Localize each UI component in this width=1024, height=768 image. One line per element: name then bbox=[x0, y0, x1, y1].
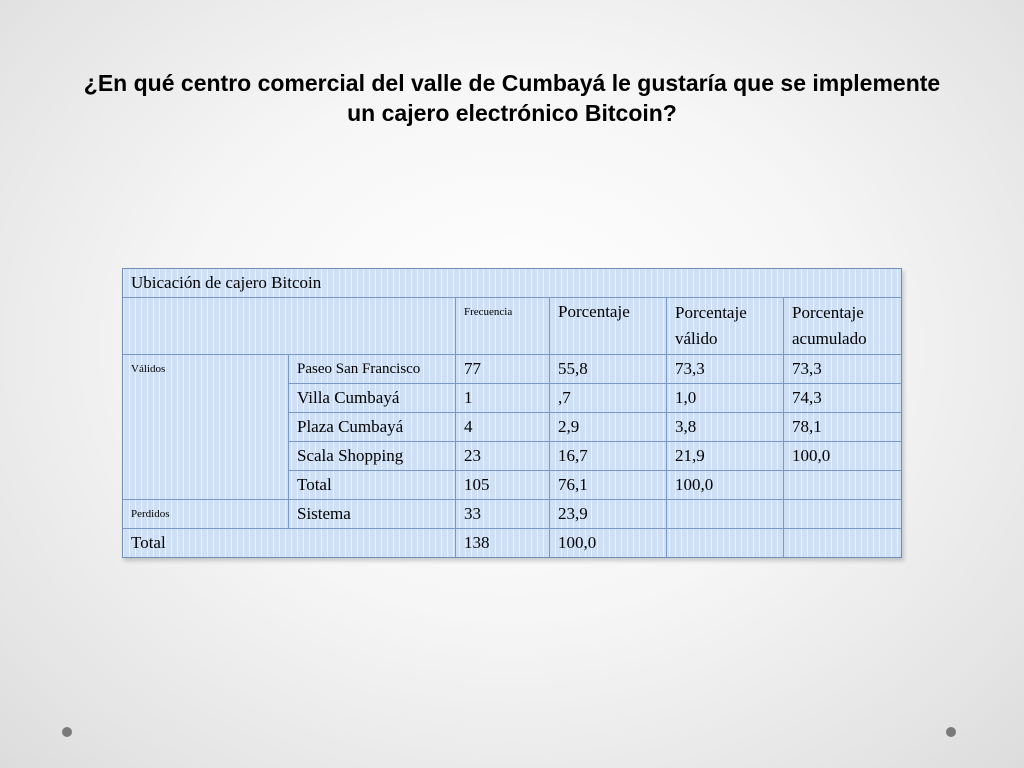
row-porcentaje-valido: 1,0 bbox=[667, 384, 784, 413]
row-porcentaje-acumulado: 73,3 bbox=[784, 355, 901, 384]
table-header-row bbox=[123, 298, 901, 355]
header-porcentaje-acumulado bbox=[784, 298, 901, 355]
header-frecuencia: Frecuencia bbox=[456, 298, 550, 355]
row-porcentaje: 16,7 bbox=[550, 442, 667, 471]
row-porcentaje-valido: 21,9 bbox=[667, 442, 784, 471]
row-porcentaje-valido: 100,0 bbox=[667, 471, 784, 500]
row-porcentaje-acumulado bbox=[784, 471, 901, 500]
header-porcentaje-valido bbox=[667, 298, 784, 355]
row-frecuencia: 4 bbox=[456, 413, 550, 442]
grand-total-frecuencia: 138 bbox=[456, 529, 550, 557]
header-porcentaje-valido-line1: Porcentaje bbox=[675, 303, 747, 322]
row-porcentaje-acumulado: 100,0 bbox=[784, 442, 901, 471]
row-porcentaje-acumulado: 74,3 bbox=[784, 384, 901, 413]
header-porcentaje-acumulado-line1: Porcentaje bbox=[792, 303, 864, 322]
row-porcentaje-acumulado bbox=[784, 500, 901, 529]
grand-total-porcentaje: 100,0 bbox=[550, 529, 667, 557]
row-porcentaje-valido: 73,3 bbox=[667, 355, 784, 384]
row-porcentaje: 55,8 bbox=[550, 355, 667, 384]
grand-total-porcentaje-valido bbox=[667, 529, 784, 557]
table-row bbox=[123, 355, 901, 384]
bottom-left-dot-icon bbox=[62, 727, 72, 737]
row-frecuencia: 33 bbox=[456, 500, 550, 529]
row-porcentaje-valido bbox=[667, 500, 784, 529]
slide-title: ¿En qué centro comercial del valle de Cumbayá le gustaría que se implemente un cajero electrónico Bitcoin? bbox=[83, 70, 941, 126]
row-category: Total bbox=[289, 471, 456, 500]
table-row-grand-total bbox=[123, 529, 901, 557]
row-porcentaje-valido: 3,8 bbox=[667, 413, 784, 442]
bottom-right-dot-icon bbox=[946, 727, 956, 737]
row-category: Scala Shopping bbox=[289, 442, 456, 471]
header-empty-cell bbox=[123, 298, 456, 355]
row-category: Plaza Cumbayá bbox=[289, 413, 456, 442]
row-category: Sistema bbox=[289, 500, 456, 529]
frequency-table-container bbox=[122, 268, 900, 558]
header-porcentaje: Porcentaje bbox=[550, 298, 667, 355]
header-porcentaje-acumulado-line2: acumulado bbox=[792, 329, 867, 348]
row-category: Paseo San Francisco bbox=[289, 355, 456, 384]
frequency-table bbox=[122, 268, 902, 558]
row-frecuencia: 23 bbox=[456, 442, 550, 471]
table-caption-row bbox=[123, 269, 901, 298]
row-porcentaje: 2,9 bbox=[550, 413, 667, 442]
grand-total-label: Total bbox=[123, 529, 456, 557]
row-frecuencia: 105 bbox=[456, 471, 550, 500]
table-row-missing bbox=[123, 500, 901, 529]
row-porcentaje: 23,9 bbox=[550, 500, 667, 529]
grand-total-porcentaje-acumulado bbox=[784, 529, 901, 557]
row-porcentaje-acumulado: 78,1 bbox=[784, 413, 901, 442]
row-porcentaje: 76,1 bbox=[550, 471, 667, 500]
row-frecuencia: 1 bbox=[456, 384, 550, 413]
row-porcentaje: ,7 bbox=[550, 384, 667, 413]
group-perdidos-label: Perdidos bbox=[123, 500, 289, 529]
table-caption: Ubicación de cajero Bitcoin bbox=[123, 269, 901, 298]
group-validos-label: Válidos bbox=[123, 355, 289, 500]
row-category: Villa Cumbayá bbox=[289, 384, 456, 413]
row-frecuencia: 77 bbox=[456, 355, 550, 384]
header-porcentaje-valido-line2: válido bbox=[675, 329, 718, 348]
